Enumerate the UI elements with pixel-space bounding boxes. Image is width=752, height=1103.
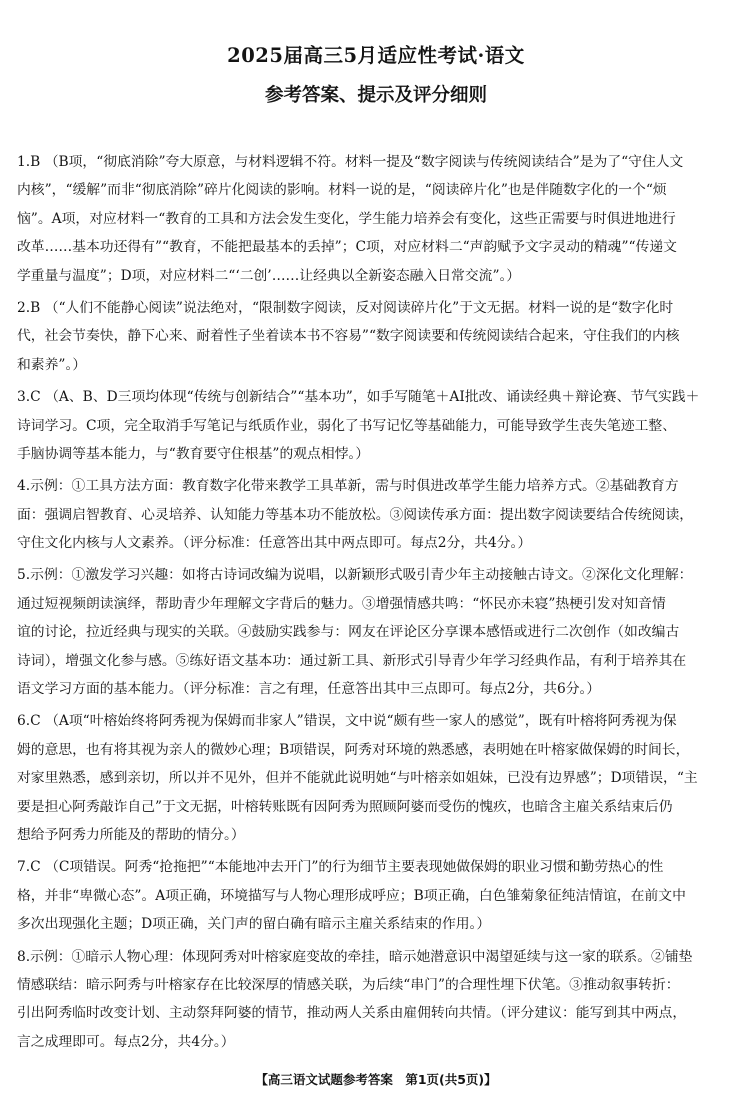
answer-item-8	[17, 943, 739, 1057]
answer-line: 情感联结：暗示阿秀与叶榕家存在比较深厚的情感关联，为后续“串门”的合理性埋下伏笔。③推动叙事转折：	[17, 976, 680, 993]
page-footer: 【高三语文试题参考答案 第1页(共5页)】	[255, 1072, 497, 1087]
page-subtitle: 参考答案、提示及评分细则	[264, 85, 487, 106]
answer-line: 通过短视频朗读演绎，帮助青少年理解文字背后的魅力。③增强情感共鸣：“怀民亦未寝”热梗引发对知音情	[17, 595, 666, 612]
page-title: 2025届高三5月适应性考试·语文	[227, 44, 525, 67]
answer-line: 学重量与温度”；D项，对应材料二“‘二创’……让经典以全新姿态融入日常交流”。）	[17, 267, 521, 284]
answer-line: 引出阿秀临时改变计划、主动祭拜阿婆的情节，推动两人关系由雇佣转向共情。（评分建议：能写到其中两点，	[17, 1005, 687, 1022]
answer-line: 想给予阿秀力所能及的帮助的情分。）	[17, 826, 245, 843]
answer-line: 多次出现强化主题；D项正确，关门声的留白确有暗示主雇关系结束的作用。）	[17, 916, 491, 933]
answer-line: 8.示例：①暗示人物心理：体现阿秀对叶榕家庭变故的牵挂，暗示她潜意识中渴望延续与这一家的联系。②铺垫	[17, 948, 693, 965]
answer-line: 诗词），增强文化参与感。⑤练好语文基本功：通过新工具、新形式引导青少年学习经典作品，有利于培养其在	[17, 652, 687, 669]
answer-line: 言之成理即可。每点2分，共4分。）	[17, 1033, 235, 1050]
answer-line: 代，社会节奏快，静下心来、耐着性子坐着读本书不容易”“数字阅读要和传统阅读结合起来，守住我们的内核	[17, 328, 680, 345]
answer-line: 5.示例：①激发学习兴趣：如将古诗词改编为说唱，以新颖形式吸引青少年主动接触古诗文。②深化文化理解：	[17, 567, 693, 584]
answer-line: 2.B （“人们不能静心阅读”说法绝对，“限制数字阅读，反对阅读碎片化”于文无据。材料一说的是“数字化时	[17, 299, 674, 316]
answer-item-3	[17, 383, 739, 468]
answer-line: 3.C （A、B、D三项均体现“传统与创新结合”“基本功”，如手写随笔＋AI批改、诵读经典＋辩论赛、节气实践＋	[17, 389, 700, 406]
answer-line: 对家里熟悉，感到亲切，所以并不见外，但并不能就此说明她“与叶榕亲如姐妹，已没有边界感”；D项错误，“主	[17, 770, 698, 787]
answer-line: 语文学习方面的基本能力。（评分标准：言之有理，任意答出其中三点即可。每点2分，共6分。）	[17, 681, 601, 698]
answer-line: 和素养”。）	[17, 356, 87, 373]
answer-line: 姆的意思，也有将其视为亲人的微妙心理；B项错误，阿秀对环境的熟悉感，表明她在叶榕家做保姆的时间长，	[17, 741, 690, 758]
answer-line: 恼”。A项，对应材料一“教育的工具和方法会发生变化，学生能力培养会有变化，这些正需要与时俱进地进行	[17, 210, 676, 227]
answer-line: 4.示例：①工具方法方面：教育数字化带来教学工具革新，需与时俱进改革学生能力培养方式。②基础教育方	[17, 478, 679, 495]
answer-line: 格，并非“卑微心态”。A项正确，环境描写与人物心理形成呼应；B项正确，白色雏菊象征纯洁情谊，在前文中	[17, 887, 686, 904]
answer-line: 改革……基本功还得有”“教育，不能把最基本的丢掉”；C项，对应材料二“声韵赋予文字灵动的精魂”“传递文	[17, 239, 677, 256]
answer-list	[17, 148, 739, 1060]
answer-line: 6.C （A项“叶榕始终将阿秀视为保姆而非家人”错误，文中说“颇有些一家人的感觉”，既有叶榕将阿秀视为保	[17, 713, 677, 730]
answer-line: 谊的讨论，拉近经典与现实的关联。④鼓励实践参与：网友在评论区分享课本感悟或进行二次创作（如改编古	[17, 624, 680, 641]
answer-item-2	[17, 294, 739, 379]
answer-line: 内核”，“缓解”而非“彻底消除”碎片化阅读的影响。材料一说的是，“阅读碎片化”也是伴随数字化的一个“烦	[17, 182, 667, 199]
answer-line: 7.C （C项错误。阿秀“抢拖把”“本能地冲去开门”的行为细节主要表现她做保姆的职业习惯和勤劳热心的性	[17, 859, 664, 876]
answer-line: 面：强调启智教育、心灵培养、认知能力等基本功不能放松。③阅读传承方面：提出数字阅读要结合传统阅读，	[17, 506, 694, 523]
answer-line: 要是担心阿秀敲诈自己”于文无据，叶榕转账既有因阿秀为照顾阿婆而受伤的愧疚，也暗含主雇关系结束后仍	[17, 798, 673, 815]
answer-item-6	[17, 707, 739, 849]
answer-item-1	[17, 148, 739, 290]
answer-line: 诗词学习。C项，完全取消手写笔记与纸质作业，弱化了书写记忆等基础能力，可能导致学生丧失笔迹工整、	[17, 417, 677, 434]
answer-line: 1.B （B项，“彻底消除”夸大原意，与材料逻辑不符。材料一提及“数字阅读与传统阅读结合”是为了“守住人文	[17, 154, 684, 170]
answer-line: 守住文化内核与人文素养。（评分标准：任意答出其中两点即可。每点2分，共4分。）	[17, 535, 532, 552]
answer-line: 手脑协调等基本能力，与“教育要守住根基”的观点相悖。）	[17, 445, 370, 462]
answer-item-5	[17, 561, 739, 703]
answer-item-4	[17, 472, 739, 557]
answer-item-7	[17, 853, 739, 938]
